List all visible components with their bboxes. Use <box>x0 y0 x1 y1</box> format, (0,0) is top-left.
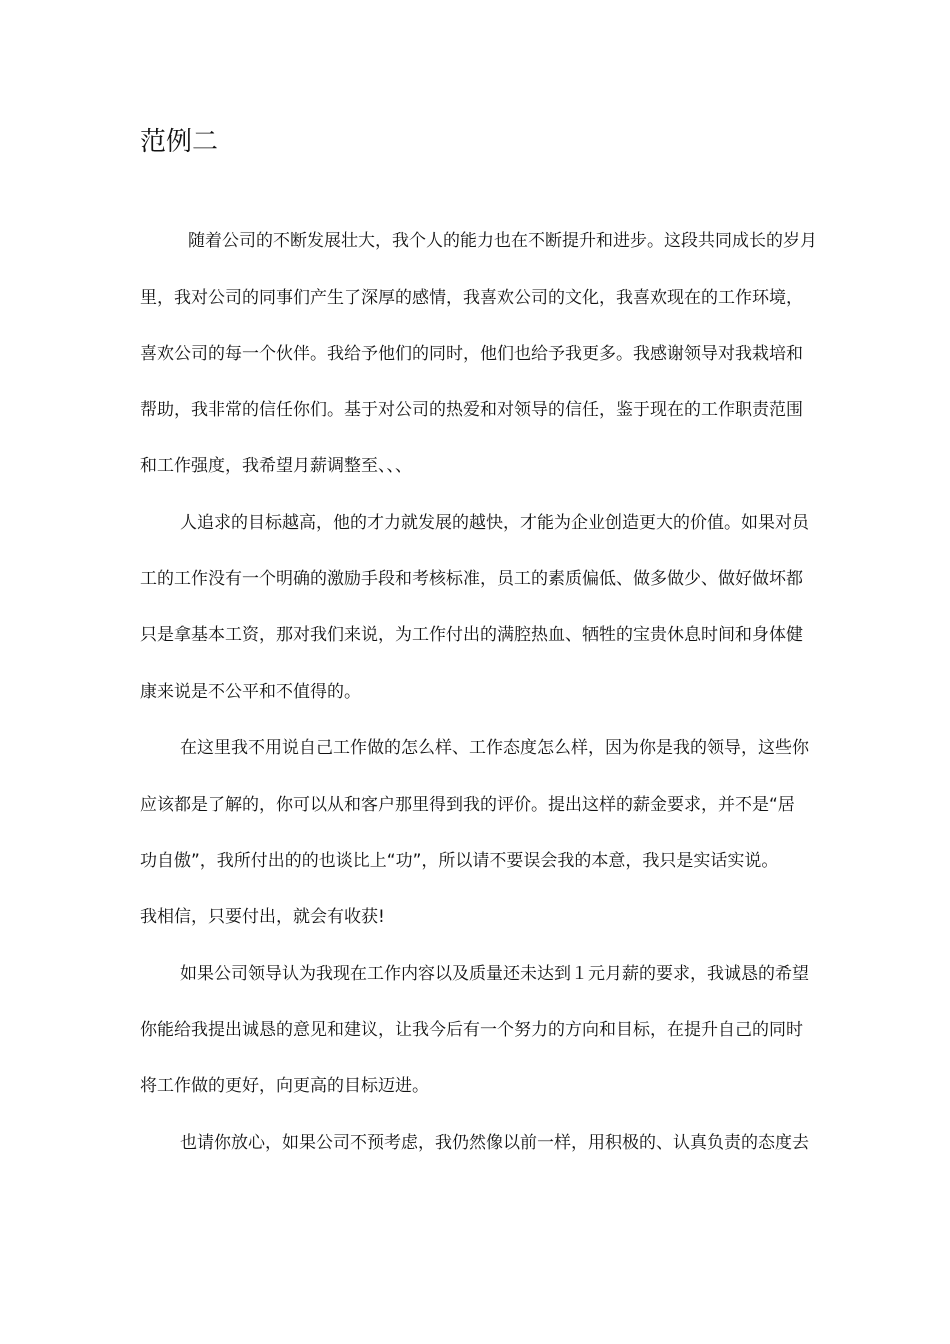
paragraph-2-line-1: 人追求的目标越高，他的才力就发展的越快，才能为企业创造更大的价值。如果对员 <box>180 513 809 533</box>
paragraph-3-line-2: 应该都是了解的，你可以从和客户那里得到我的评价。提出这样的薪金要求，并不是“居 <box>140 795 795 815</box>
paragraph-2-line-2: 工的工作没有一个明确的激励手段和考核标准，员工的素质偏低、做多做少、做好做坏都 <box>140 569 803 589</box>
paragraph-1-line-5: 和工作强度，我希望月薪调整至、、、 <box>140 456 412 476</box>
paragraph-3-line-1: 在这里我不用说自己工作做的怎么样、工作态度怎么样，因为你是我的领导，这些你 <box>180 738 809 758</box>
paragraph-1-line-2: 里，我对公司的同事们产生了深厚的感情，我喜欢公司的文化，我喜欢现在的工作环境， <box>140 288 803 308</box>
paragraph-3-line-3: 功自傲”，我所付出的的也谈比上“功”，所以请不要误会我的本意，我只是实话实说。 <box>140 851 779 871</box>
paragraph-4-line-3: 将工作做的更好，向更高的目标迈进。 <box>140 1076 429 1096</box>
paragraph-1-line-1: 随着公司的不断发展壮大，我个人的能力也在不断提升和进步。这段共同成长的岁月 <box>188 231 817 251</box>
paragraph-2-line-3: 只是拿基本工资，那对我们来说，为工作付出的满腔热血、牺牲的宝贵休息时间和身体健 <box>140 625 803 645</box>
paragraph-4-line-2: 你能给我提出诚恳的意见和建议，让我今后有一个努力的方向和目标，在提升自己的同时 <box>140 1020 803 1040</box>
paragraph-4-line-1: 如果公司领导认为我现在工作内容以及质量还未达到１元月薪的要求，我诚恳的希望 <box>180 964 809 984</box>
paragraph-1-line-3: 喜欢公司的每一个伙伴。我给予他们的同时，他们也给予我更多。我感谢领导对我栽培和 <box>140 344 803 364</box>
page-title: 范例二 <box>140 127 219 157</box>
paragraph-1-line-4: 帮助，我非常的信任你们。基于对公司的热爱和对领导的信任，鉴于现在的工作职责范围 <box>140 400 803 420</box>
paragraph-2-line-4: 康来说是不公平和不值得的。 <box>140 682 361 702</box>
paragraph-5-line-1: 也请你放心，如果公司不预考虑，我仍然像以前一样，用积极的、认真负责的态度去 <box>180 1133 809 1153</box>
paragraph-3-line-4: 我相信，只要付出，就会有收获! <box>140 907 385 927</box>
